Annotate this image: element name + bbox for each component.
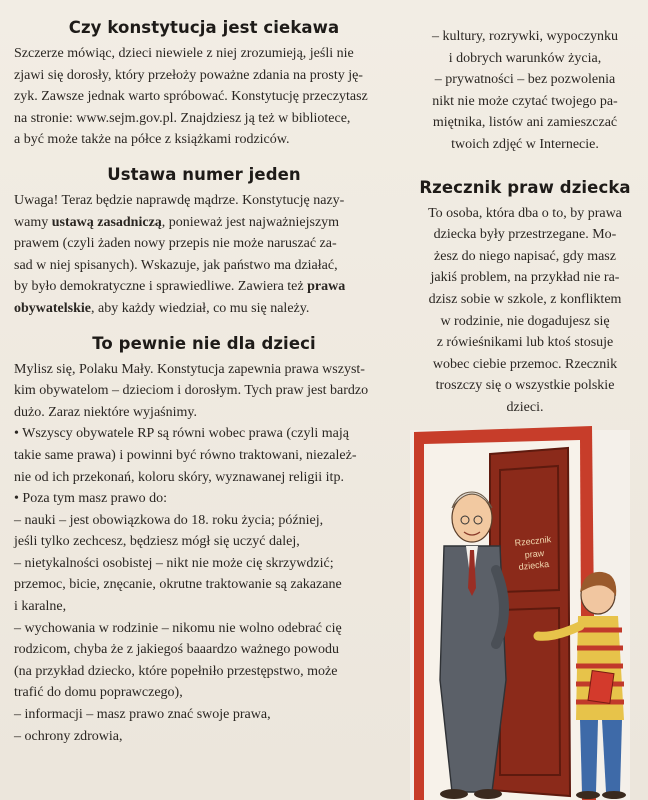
left-column	[14, 18, 394, 761]
text-line: – informacji – masz prawo znać swoje prawa,	[14, 707, 271, 723]
door-sign-line-2: praw	[524, 548, 545, 560]
text-run: (czyli żaden nowy przepis nie może naruszać za-	[59, 236, 337, 252]
text-line: jeśli tylko zechcesz, będziesz mógł się uczyć dalej,	[14, 534, 300, 550]
text-line: nie od ich przekonań, koloru skóry, wyznawanej religii itp.	[14, 469, 344, 485]
text-line: żesz do niego napisać, gdy masz	[434, 248, 616, 264]
text-line: To osoba, która dba o to, by prawa	[428, 205, 622, 221]
boy-shoe-left	[576, 791, 600, 799]
text-line: twoich zdjęć w Internecie.	[451, 136, 599, 152]
text-line: wobec ciebie przemoc. Rzecznik	[432, 356, 618, 372]
text-line: i dobrych warunków życia,	[448, 50, 602, 66]
man-shoe-left	[440, 789, 468, 799]
text-line: – prywatności – bez pozwolenia	[434, 72, 616, 88]
text-line: i karalne,	[14, 599, 67, 615]
heading-czy-konstytucja: Czy konstytucja jest ciekawa	[68, 18, 340, 37]
text-line: jakiś problem, na przykład nie ra-	[430, 270, 620, 286]
text-line: Mylisz się, Polaku Mały. Konstytucja zapewnia prawa wszyst-	[14, 361, 365, 377]
text-line: – nietykalności osobistej – nikt nie może cię skrzywdzić;	[14, 555, 334, 571]
door-sign-line-3: dziecka	[518, 558, 550, 572]
text-line: nikt nie może czytać twojego pa-	[432, 93, 618, 109]
text-line	[14, 212, 394, 234]
text-run: wamy	[14, 214, 52, 230]
man-shoe-right	[474, 789, 502, 799]
boy-shoe-right	[602, 791, 626, 799]
text-line: a być może także na półce z książkami rodziców.	[14, 132, 290, 148]
text-line: • Poza tym masz prawo do:	[14, 491, 168, 507]
bold-term: obywatelskie	[14, 300, 91, 316]
text-line: z rówieśnikami lub ktoś stosuje	[436, 335, 614, 351]
section-constitution-interesting	[14, 18, 394, 151]
text-run: prawem	[14, 236, 60, 252]
text-line: zyk. Zawsze jednak warto spróbować. Konstytucję przeczytasz	[14, 89, 368, 105]
text-line: • Wszyscy obywatele RP są równi wobec prawa (czyli mają	[14, 426, 349, 442]
heading-rzecznik: Rzecznik praw dziecka	[419, 177, 631, 197]
text-line	[14, 298, 394, 320]
text-line: Szczerze mówiąc, dzieci niewiele z niej zrozumieją, jeśli nie	[14, 46, 354, 61]
illustration-rzecznik-door	[392, 420, 648, 800]
text-line	[14, 276, 394, 298]
rights-continued	[412, 26, 638, 156]
text-line: w rodzinie, nie dogadujesz się	[440, 313, 610, 329]
text-run: , aby każdy wiedział, co mu się należy.	[91, 300, 310, 316]
text-line: przemoc, bicie, znęcanie, okrutne traktowanie są zakazane	[14, 577, 342, 593]
text-line: sad w niej spisanych). Wskazuje, jak państwo ma działać,	[14, 257, 338, 273]
text-line: na stronie: www.sejm.gov.pl. Znajdziesz ją też w bibliotece,	[14, 110, 351, 126]
text-line: – ochrony zdrowia,	[14, 728, 123, 744]
text-line: rodzicom, chyba że z jakiegoś baaardzo ważnego powodu	[14, 642, 339, 658]
text-line: dzisz sobie w szkole, z konfliktem	[428, 291, 622, 307]
boy-leg-left	[580, 720, 598, 792]
heading-ustawa: Ustawa numer jeden	[107, 164, 301, 184]
section-rzecznik	[412, 178, 638, 419]
text-run: by było demokratyczne i sprawiedliwe. Zawiera też	[14, 279, 308, 295]
text-line: (na przykład dziecko, które popełniło przestępstwo, może	[14, 663, 338, 679]
bold-term: prawa	[307, 279, 346, 295]
heading-to-pewnie: To pewnie nie dla dzieci	[92, 333, 316, 353]
bold-term: ustawą zasadniczą	[51, 214, 162, 230]
section-nie-dla-dzieci	[14, 334, 394, 748]
text-line	[14, 233, 394, 255]
door-sign-line-1: Rzecznik	[514, 534, 552, 548]
text-line: – wychowania w rodzinie – nikomu nie wolno odebrać cię	[14, 620, 342, 636]
text-line: – kultury, rozrywki, wypoczynku	[431, 29, 619, 44]
text-line: Uwaga! Teraz będzie naprawdę mądrze. Konstytucję nazy-	[14, 192, 345, 208]
text-line: – nauki – jest obowiązkowa do 18. roku życia; później,	[14, 512, 324, 528]
text-line: kim obywatelom – dzieciom i dorosłym. Tych praw jest bardzo	[14, 383, 369, 399]
boy-book	[588, 671, 614, 704]
text-line: dużo. Zaraz niektóre wyjaśnimy.	[14, 404, 197, 420]
text-line: troszczy się o wszystkie polskie	[435, 378, 615, 394]
text-line: miętnika, listów ani zamieszczać	[432, 115, 618, 131]
text-line: trafić do domu poprawczego),	[14, 685, 183, 701]
text-run: , ponieważ jest najważniejszym	[161, 214, 340, 230]
text-line: zjawi się dorosły, który przełoży poważne zdania na prosty ję-	[14, 67, 363, 83]
text-line: dziecka były przestrzegane. Mo-	[433, 227, 617, 243]
right-column	[412, 26, 638, 419]
text-line: dzieci.	[506, 399, 544, 415]
text-line: takie same prawa) i powinni być równo traktowani, niezależ-	[14, 447, 357, 463]
section-ustawa-numer-jeden	[14, 165, 394, 320]
